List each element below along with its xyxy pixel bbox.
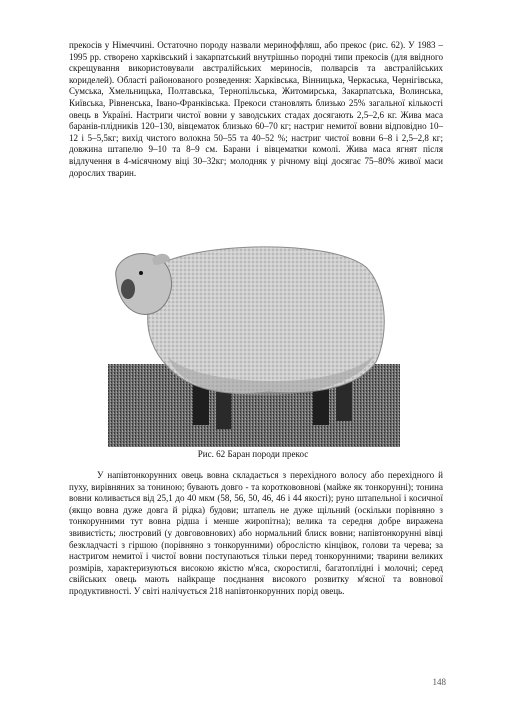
ram-image bbox=[108, 237, 400, 447]
body-paragraph-1: прекосів у Німеччині. Остаточно породу назвали мериноффляш, або прекос (рис. 62). У 1983 – 1995 рр. створено харківський і закарпатський внутрішньо породні типи прекосів (для ввідного скрещування використовували австралійських мериносів, полварсів та австралійських кориделей). Області районованого розведення: Харківська, Вінницька, Черкаська, Чернігівська, Сумська, Хмельницька, Полтавська, Тернопільська, Житомирська, Закарпатська, Волинська, Київська, Рівненська, Івано-Франківська. Прекоси становлять близько 25% загальної кількості овець в Україні. Настриги чистої вовни у заводських стадах досягають 2,5–2,6 кг. Жива маса баранів-плідників 120–130, вівцематок близько 60–70 кг; настриг немитої вовни відповідно 10–12 і 5–5,5кг; вихід чистого волокна 50–55 та 40–52 %; настриг чистої вовни 6–8 і 2,5–2,8 кг; довжина штапелю 9–10 та 8–9 см. Барани і вівцематки комолі. Жива маса ягнят після відлучення в 4-місячному віці 30–32кг; молодняк у річному віці досягає 75–80% живої маси дорослих тварин. bbox=[69, 40, 443, 178]
figure-ram-photo bbox=[108, 237, 400, 447]
figure-caption: Рис. 62 Баран породи прекос bbox=[197, 449, 309, 459]
body-paragraph-2: У напівтонкорунних овець вовна складається з перехідного волосу або перехідного й пуху, вирівняних за тониною; бувають довго - та короткововнові (майже як тонкорунні); тонина вовни коливається від 25,1 до 40 мкм (58, 56, 50, 46, 46 і 44 якості); руно штапельної і косичної (якщо вовна дуже довга й рідка) будови; штапель не дуже щільний (оскільки порівняно з тонкорунними тут вовна рідша і менше жиропітна); велика та середня добре виражена звивистість; люстровий (у довгововнових) або нормальний блиск вовни; напівтонкорунні вівці безкладчасті з гіршою (порівняно з тонкорунними) оброслістю кінцівок, голови та черева; за настригом немитої і чистої вовни поступаються тільки перед тонкорунними; тварини великих розмірів, характеризуються високою якістю м'яса, скоростиглі, багатоплідні і молочні; серед свійських овець мають найкраще поєднання високого розвитку м'ясної та вовнової продуктивності. У світі налічується 218 напівтонкорунних порід овець. bbox=[69, 470, 443, 596]
page-number: 148 bbox=[432, 677, 446, 687]
